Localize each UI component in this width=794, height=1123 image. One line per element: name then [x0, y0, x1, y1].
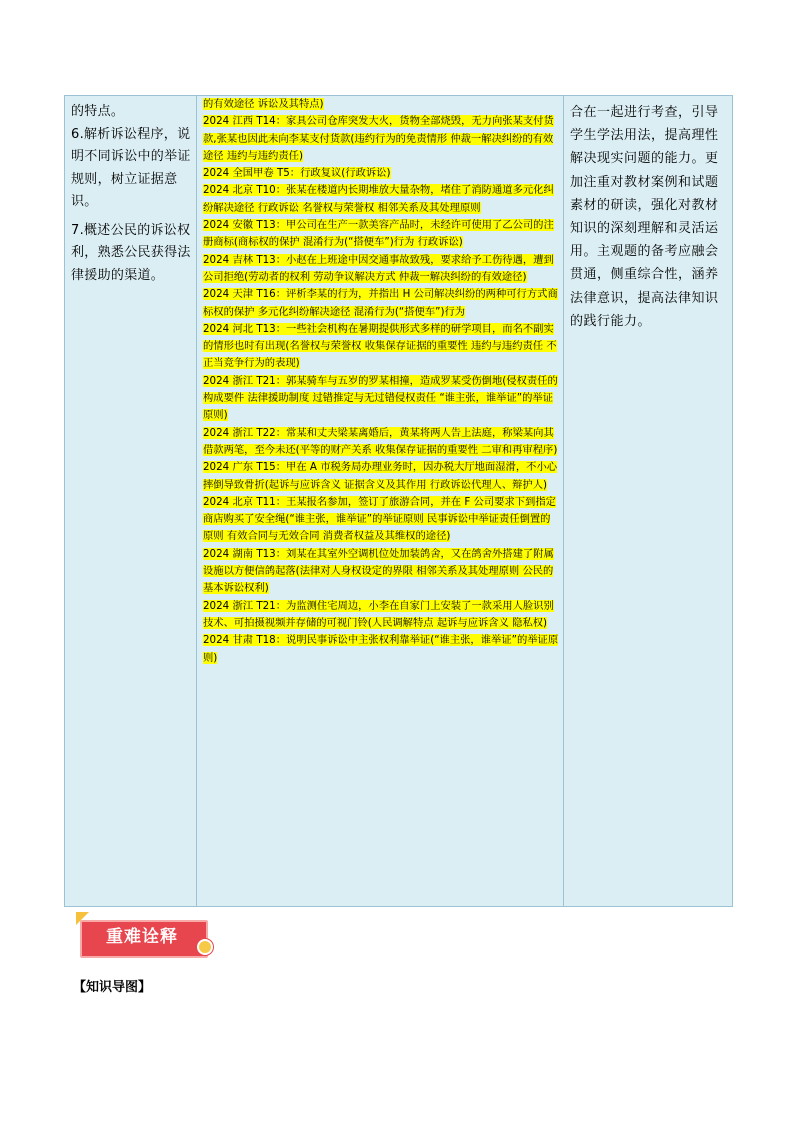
- study-advice-text: 合在一起进行考查，引导学生学法用法，提高理性解决现实问题的能力。更加注重对教材案例和试题素材的研读，强化对教材知识的深刻理解和灵活运用。主观题的备考应融会贯通，侧重综合性，涵养法律意识，提高法律知识的践行能力。: [570, 105, 719, 329]
- exam-entry-text: 2024 江西 T14：家具公司仓库突发大火，货物全部烧毁，无力向张某支付货款,张某也因此未向李某支付货款(违约行为的免责情形 仲裁一解决纠纷的有效途径 违约与违约责任): [203, 115, 554, 162]
- exam-entry-text: 2024 甘肃 T18：说明民事诉讼中主张权利靠举证(“谁主张，谁举证”的举证原则): [203, 634, 559, 664]
- exam-entry-text: 2024 安徽 T13：甲公司在生产一款美容产品时，未经许可使用了乙公司的注册商标(商标权的保护 混淆行为(“搭便车”)行为 行政诉讼): [203, 219, 554, 249]
- knowledge-map-label: 【知识导图】: [73, 980, 152, 995]
- exam-entry: [203, 459, 560, 494]
- exam-entry: [203, 598, 560, 633]
- exam-entry-text: 的有效途径 诉讼及其特点): [203, 98, 324, 110]
- exam-entry: [203, 96, 560, 113]
- exam-questions-cell: [197, 96, 564, 907]
- exam-entry-text: 2024 天津 T16：评析李某的行为，并指出 H 公司解决纠纷的两种可行方式商标权的保护 多元化纠纷解决途径 混淆行为(“搭便车”)行为: [203, 288, 558, 318]
- exam-entry: [203, 632, 560, 667]
- exam-entry: [203, 494, 560, 546]
- content-table: [64, 95, 733, 907]
- objective-text-3: 7.概述公民的诉讼权利，熟悉公民获得法律援助的渠道。: [71, 222, 191, 283]
- exam-entry-text: 2024 湖南 T13：刘某在其室外空调机位处加装鸽舍，又在鸽舍外搭建了附属设施以方便信鸽起落(法律对人身权设定的界限 相邻关系及其处理原则 公民的基本诉讼权利): [203, 547, 554, 595]
- exam-entry: [203, 217, 560, 252]
- exam-entry: [203, 373, 560, 425]
- exam-entry: [203, 182, 560, 217]
- exam-entry: [203, 321, 560, 373]
- exam-entry-text: 2024 河北 T13：一些社会机构在暑期提供形式多样的研学项目，而名不副实的情形也时有出现(名誉权与荣誉权 收集保存证据的重要性 违约与违约责任 不正当竞争行为的表现): [203, 322, 557, 370]
- exam-entry-text: 2024 吉林 T13：小赵在上班途中因交通事故致残，要求给予工伤待遇，遭到公司拒绝(劳动者的权利 劳动争议解决方式 仲裁一解决纠纷的有效途径): [203, 253, 554, 283]
- exam-entry: [203, 252, 560, 287]
- objective-text-1: 的特点。: [71, 104, 125, 119]
- exam-entry-text: 2024 北京 T11：王某报名参加，签订了旅游合同，并在 F 公司要求下到指定商店购买了安全绳(“谁主张，谁举证”的举证原则 民事诉讼中举证责任倒置的原则 有效合同与无效合同 消费者权益及其维权的途径): [203, 495, 556, 543]
- banner-dot-icon: [197, 939, 213, 955]
- section-banner-title: 重难诠释: [106, 927, 178, 947]
- exam-entry-text: 2024 全国甲卷 T5：行政复议(行政诉讼): [203, 167, 391, 180]
- exam-entry-text: 2024 浙江 T22：常某和丈夫梁某离婚后，黄某将两人告上法庭，称梁某向其借款两笔，至今未还(平等的财产关系 收集保存证据的重要性 二审和再审程序): [203, 426, 558, 456]
- study-advice-cell: [564, 96, 733, 907]
- exam-entry: [203, 165, 560, 182]
- exam-entry: [203, 425, 560, 460]
- exam-entry: [203, 113, 560, 165]
- objectives-cell: [65, 96, 197, 907]
- exam-entry: [203, 286, 560, 321]
- exam-entry-text: 2024 浙江 T21：郭某骑车与五岁的罗某相撞，造成罗某受伤倒地(侵权责任的构成要件 法律援助制度 过错推定与无过错侵权责任 “谁主张，谁举证”的举证原则): [203, 374, 558, 422]
- exam-entry-text: 2024 广东 T15：甲在 A 市税务局办理业务时，因办税大厅地面湿滑，不小心摔倒导致骨折(起诉与应诉含义 证据含义及其作用 行政诉讼代理人、辩护人): [203, 461, 558, 491]
- exam-entry: [203, 546, 560, 598]
- exam-entry-text: 2024 浙江 T21：为监测住宅周边，小李在自家门上安装了一款采用人脸识别技术、可拍摄视频并存储的可视门铃(人民调解特点 起诉与应诉含义 隐私权): [203, 599, 554, 629]
- section-banner: [76, 912, 214, 962]
- exam-entry-text: 2024 北京 T10：张某在楼道内长期堆放大量杂物，堵住了消防通道多元化纠纷解决途径 行政诉讼 名誉权与荣誉权 相邻关系及其处理原则: [203, 184, 554, 214]
- objective-text-2: 6.解析诉讼程序，说明不同诉讼中的举证规则，树立证据意识。: [71, 126, 191, 209]
